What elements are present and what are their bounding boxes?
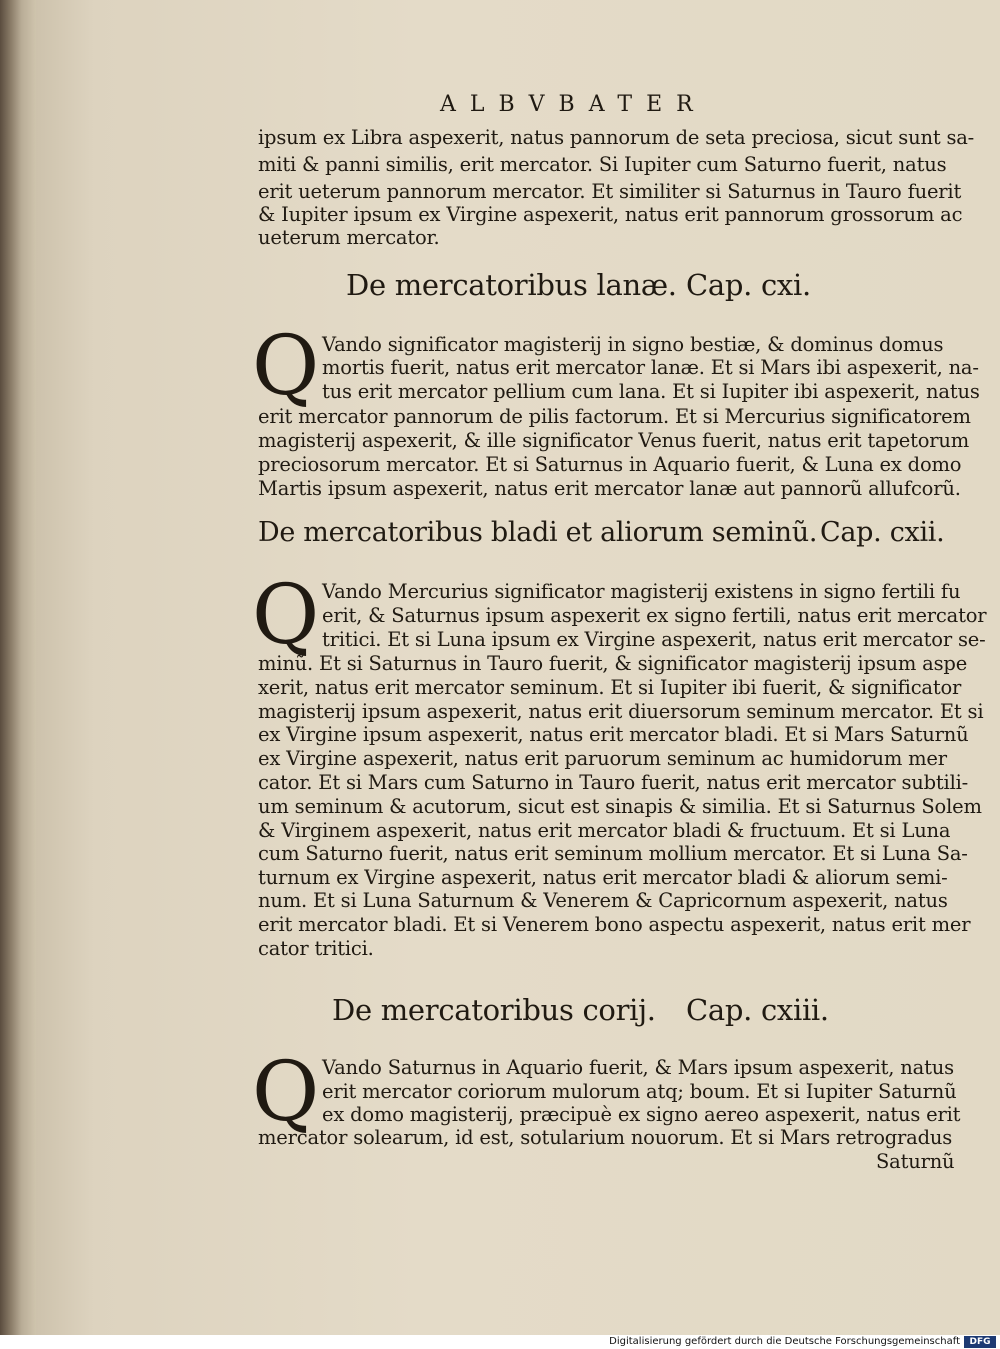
dfg-logo-icon: DFG [964, 1336, 996, 1348]
text-line: & Iupiter ipsum ex Virgine aspexerit, natus erit pannorum grossorum ac [258, 203, 963, 226]
text-line: Martis ipsum aspexerit, natus erit mercator lanæ aut pannorũ allufcorũ. [258, 477, 961, 500]
text-line: Vando Mercurius significator magisterij existens in signo fertili fu [322, 580, 961, 603]
drop-cap: Q [252, 568, 320, 663]
chapter-heading: De mercatoribus bladi et aliorum seminũ. [258, 517, 818, 548]
text-line: & Virginem aspexerit, natus erit mercator bladi & fructuum. Et si Luna [258, 819, 951, 842]
drop-cap: Q [252, 1045, 320, 1140]
text-line: tus erit mercator pellium cum lana. Et si Iupiter ibi aspexerit, natus [322, 380, 980, 403]
text-line: erit mercator coriorum mulorum atq; boum. Et si Iupiter Saturnũ [322, 1080, 957, 1103]
running-header: ALBVBATER [440, 92, 707, 117]
text-line: preciosorum mercator. Et si Saturnus in Aquario fuerit, & Luna ex domo [258, 453, 962, 476]
text-line: num. Et si Luna Saturnum & Venerem & Capricornum aspexerit, natus [258, 889, 948, 912]
text-line: ueterum mercator. [258, 226, 440, 249]
text-line: mercator solearum, id est, sotularium nouorum. Et si Mars retrogradus [258, 1126, 953, 1149]
text-line: Vando Saturnus in Aquario fuerit, & Mars ipsum aspexerit, natus [322, 1056, 954, 1079]
text-line: erit mercator pannorum de pilis factorum. Et si Mercurius significatorem [258, 405, 971, 428]
chapter-number: Cap. cxii. [820, 517, 945, 548]
text-line: erit, & Saturnus ipsum aspexerit ex signo fertili, natus erit mercator [322, 604, 987, 627]
text-line: minũ. Et si Saturnus in Tauro fuerit, & significator magisterij ipsum aspe [258, 652, 968, 675]
text-line: ex domo magisterij, præcipuè ex signo aereo aspexerit, natus erit [322, 1103, 961, 1126]
chapter-number: Cap. cxiii. [686, 993, 829, 1027]
chapter-number: Cap. cxi. [686, 268, 811, 302]
book-spine [0, 0, 36, 1335]
text-line: ex Virgine aspexerit, natus erit paruorum seminum ac humidorum mer [258, 747, 947, 770]
text-line: magisterij ipsum aspexerit, natus erit diuersorum seminum mercator. Et si [258, 700, 984, 723]
text-line: Vando significator magisterij in signo bestiæ, & dominus domus [322, 333, 944, 356]
chapter-heading: De mercatoribus corij. [332, 993, 656, 1027]
text-line: cator. Et si Mars cum Saturno in Tauro fuerit, natus erit mercator subtili- [258, 771, 969, 794]
text-line: ipsum ex Libra aspexerit, natus pannorum de seta preciosa, sicut sunt sa- [258, 126, 975, 149]
drop-cap: Q [252, 319, 320, 414]
text-line: miti & panni similis, erit mercator. Si Iupiter cum Saturno fuerit, natus [258, 153, 947, 176]
text-line: ex Virgine ipsum aspexerit, natus erit mercator bladi. Et si Mars Saturnũ [258, 723, 969, 746]
text-line: um seminum & acutorum, sicut est sinapis & similia. Et si Saturnus Solem [258, 795, 982, 818]
text-line: xerit, natus erit mercator seminum. Et si Iupiter ibi fuerit, & significator [258, 676, 962, 699]
text-line: mortis fuerit, natus erit mercator lanæ. Et si Mars ibi aspexerit, na- [322, 356, 979, 379]
text-line: erit mercator bladi. Et si Venerem bono aspectu aspexerit, natus erit mer [258, 913, 971, 936]
chapter-heading: De mercatoribus lanæ. [346, 268, 677, 302]
footer-bar [0, 1335, 1000, 1349]
text-line: tritici. Et si Luna ipsum ex Virgine aspexerit, natus erit mercator se- [322, 628, 986, 651]
text-line: cator tritici. [258, 937, 374, 960]
text-line: erit ueterum pannorum mercator. Et similiter si Saturnus in Tauro fuerit [258, 180, 962, 203]
footer-credit: Digitalisierung gefördert durch die Deutsche Forschungsgemeinschaft [609, 1336, 960, 1347]
text-line: turnum ex Virgine aspexerit, natus erit mercator bladi & aliorum semi- [258, 866, 948, 889]
text-line: magisterij aspexerit, & ille significator Venus fuerit, natus erit tapetorum [258, 429, 970, 452]
catchword: Saturnũ [876, 1150, 955, 1173]
text-line: cum Saturno fuerit, natus erit seminum mollium mercator. Et si Luna Sa- [258, 842, 968, 865]
